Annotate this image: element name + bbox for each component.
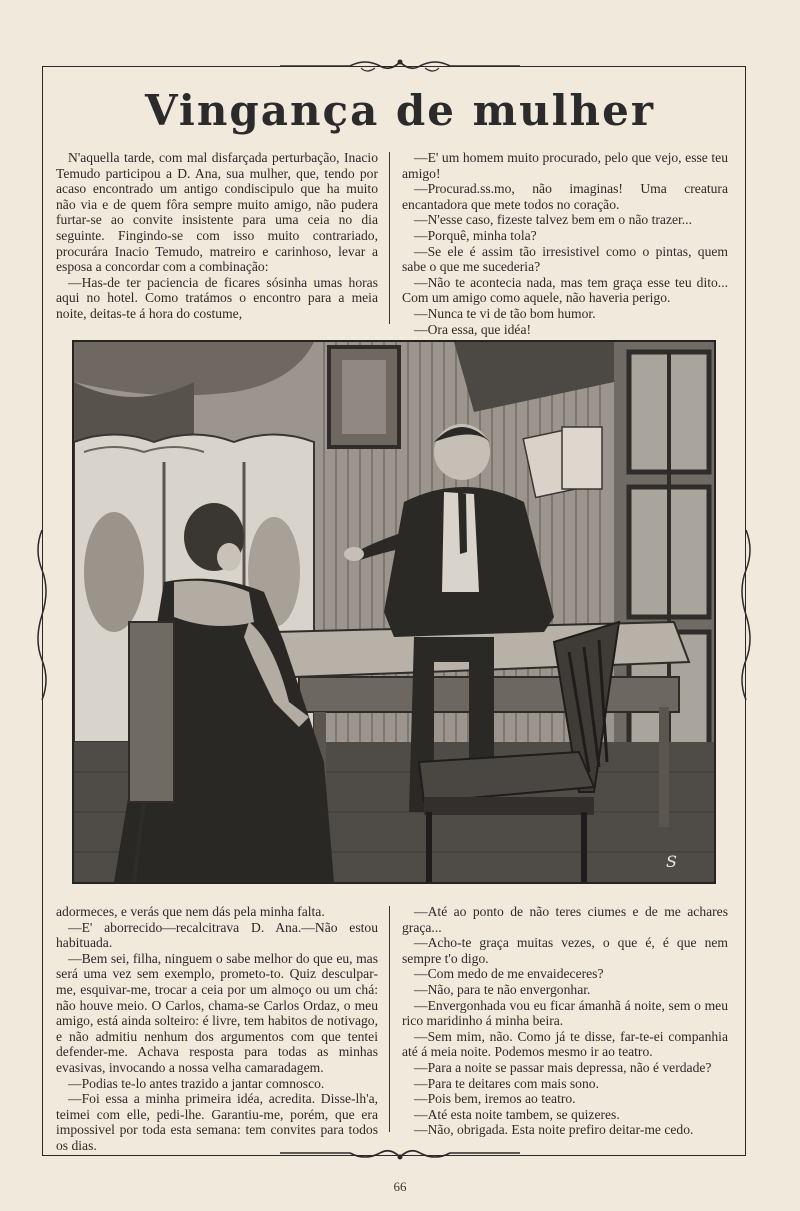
paragraph: —E' aborrecido—recalcitrava D. Ana.—Não estou habituada. xyxy=(56,919,378,951)
paragraph: —Até ao ponto de não teres ciumes e de me achares graça... xyxy=(402,904,728,935)
page-number: 66 xyxy=(393,1179,407,1194)
paragraph: —Ora essa, que idéa! xyxy=(414,321,532,337)
paragraph: —E' um homem muito procurado, pelo que vejo, esse teu amigo! xyxy=(402,150,728,181)
paragraph: —N'esse caso, fizeste talvez bem em o não trazer... xyxy=(414,212,692,228)
paragraph: —Procurad.ss.mo, não imaginas! Uma creatura encantadora que mete todos no coração. xyxy=(402,181,728,212)
article-title: Vingança de mulher xyxy=(145,86,655,135)
paragraph: —Pois bem, iremos ao teatro. xyxy=(414,1091,576,1107)
paragraph: —Foi essa a minha primeira idéa, acredita. Disse-lh'a, teimei com elle, pedi-lhe. Garantiu-me, porém, que era impossivel por toda esta semana: tem convites para todos os dias. xyxy=(56,1091,378,1153)
right-side-ornament xyxy=(736,530,756,704)
column-divider-bottom xyxy=(389,906,390,1132)
paragraph: N'aquella tarde, com mal disfarçada perturbação, Inacio Temudo participou a D. Ana, sua mulher, que, tendo por acaso encontrado um antigo condiscipulo que ha muito não via e de quem fôra sempre muito amigo, não pudera furtar-se ao convite insistente para uma ceia no dia seguinte. Fingindo-se com isso muito contrariado, procurára Inacio Temudo, matreiro e carinhoso, levar a esposa a concordar com a combinação: xyxy=(56,150,378,275)
paragraph: —Para te deitares com mais sono. xyxy=(414,1075,599,1091)
column-top-left xyxy=(56,150,378,322)
paragraph: —Não, para te não envergonhar. xyxy=(414,981,591,997)
paragraph: —Não, obrigada. Esta noite prefiro deitar-me cedo. xyxy=(414,1122,694,1138)
paragraph: adormeces, e verás que nem dás pela minha falta. xyxy=(56,904,325,919)
illustration xyxy=(72,340,716,884)
paragraph: —Has-de ter paciencia de ficares sósinha umas horas aqui no hotel. Como tratámos o encontro para a meia noite, deitas-te á hora do costume, xyxy=(56,274,378,321)
paragraph: —Podias te-lo antes trazido a jantar comnosco. xyxy=(68,1075,325,1091)
paragraph: —Até esta noite tambem, se quizeres. xyxy=(414,1106,620,1122)
paragraph: —Porquê, minha tola? xyxy=(414,227,537,243)
column-bottom-left xyxy=(56,904,378,1154)
paragraph: —Sem mim, não. Como já te disse, far-te-ei companhia até á meia noite. Podemos mesmo ir ao teatro. xyxy=(402,1028,728,1060)
paragraph: —Acho-te graça muitas vezes, o que é, é que nem sempre t'o digo. xyxy=(402,935,728,966)
paragraph: —Bem sei, filha, ninguem o sabe melhor do que eu, mas será uma vez sem exemplo, prometo-to. Quiz desculpar-me, esquivar-me, trocar a ceia por um almoço ou um chá: não houve meio. O Carlos, chama-se Carlos Ordaz, o meu amigo, está ainda solteiro: é livre, tem habitos de notivago, e não admitiu nenhum dos argumentos com que tentei defender-me. Achava resposta para todas as minhas evasivas, invocando a nossa velha camaradagem. xyxy=(56,950,378,1075)
left-side-ornament xyxy=(32,530,52,704)
paragraph: —Nunca te vi de tão bom humor. xyxy=(414,305,596,321)
paragraph: —Não te acontecia nada, mas tem graça esse teu dito... Com um amigo como aquele, não haveria perigo. xyxy=(402,274,728,306)
paragraph: —Se ele é assim tão irresistivel como o pintas, quem sabe o que me sucederia? xyxy=(402,243,728,275)
paragraph: —Envergonhada vou eu ficar ámanhã á noite, sem o meu rico maridinho á minha beira. xyxy=(402,997,728,1029)
top-ornament xyxy=(280,56,520,76)
illustration-signature: S xyxy=(666,852,677,871)
column-bottom-right xyxy=(402,904,728,1138)
column-top-right xyxy=(402,150,728,337)
paragraph: —Com medo de me envaideceres? xyxy=(414,966,604,982)
column-divider-top xyxy=(389,152,390,324)
paragraph: —Para a noite se passar mais depressa, não é verdade? xyxy=(414,1059,712,1075)
